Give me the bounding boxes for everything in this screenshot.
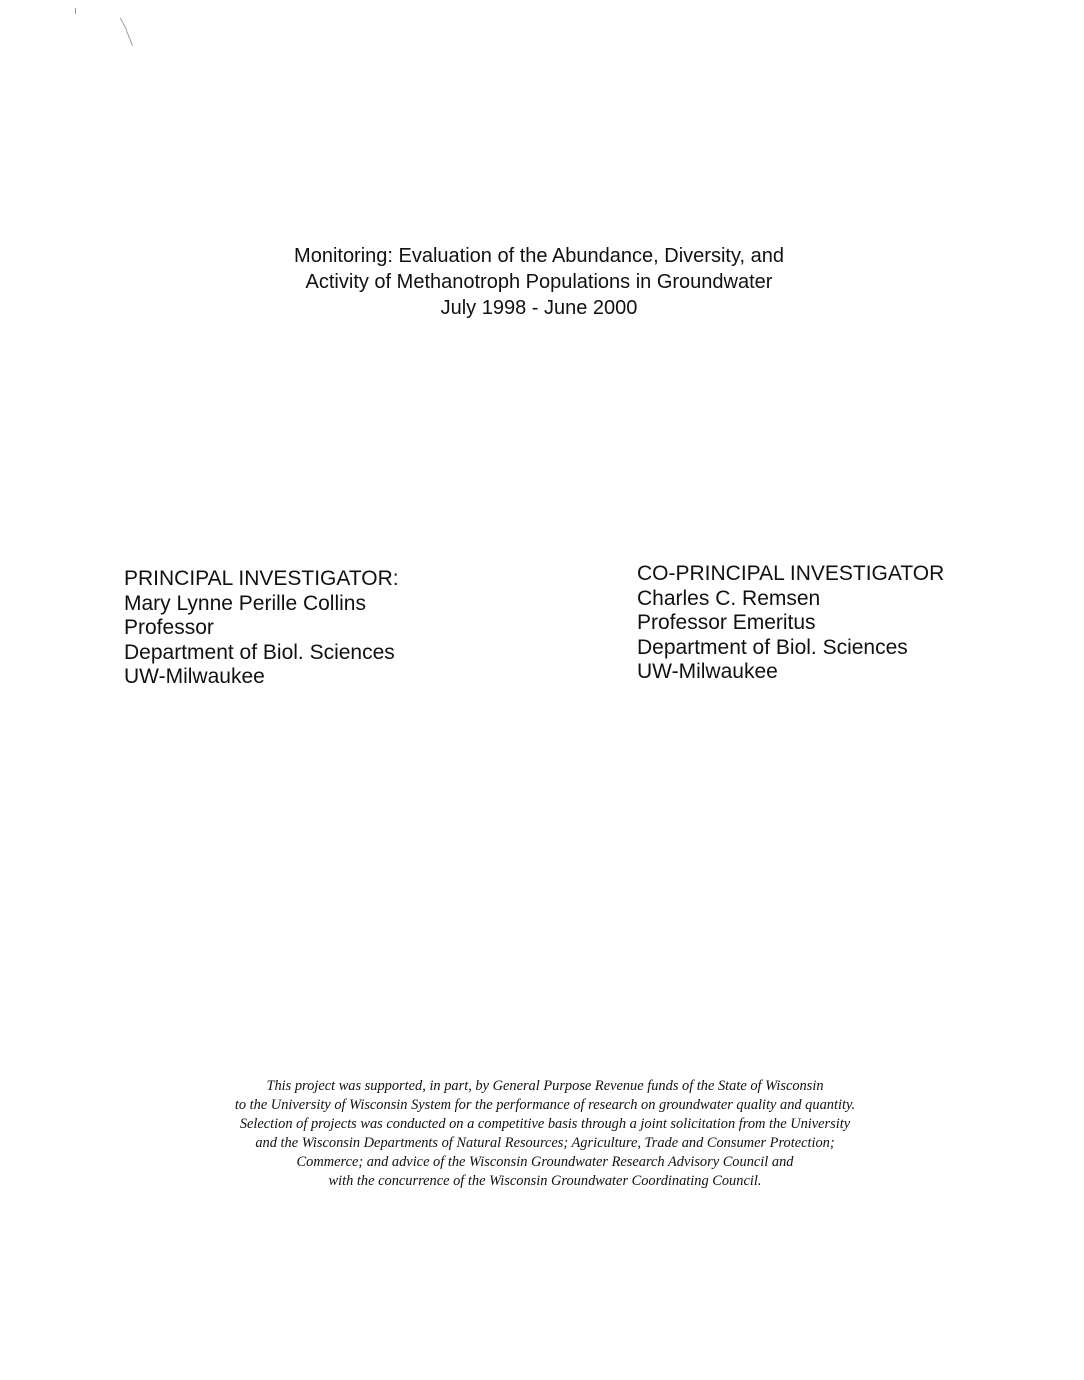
pi-institution: UW-Milwaukee	[124, 665, 265, 689]
scan-artifact	[126, 30, 133, 45]
funding-line: Commerce; and advice of the Wisconsin Groundwater Research Advisory Council and	[296, 1154, 794, 1170]
pi-name: Mary Lynne Perille Collins	[124, 591, 366, 615]
pi-position: Professor	[124, 616, 214, 640]
funding-line: This project was supported, in part, by General Purpose Revenue funds of the State of Wisconsin	[266, 1078, 824, 1094]
funding-line: and the Wisconsin Departments of Natural Resources; Agriculture, Trade and Consumer Protection;	[255, 1135, 835, 1151]
report-title	[0, 243, 1078, 321]
principal-investigator-block	[124, 567, 399, 690]
copi-name: Charles C. Remsen	[637, 586, 821, 610]
pi-department: Department of Biol. Sciences	[124, 640, 395, 664]
copi-heading: CO-PRINCIPAL INVESTIGATOR	[637, 562, 945, 585]
title-line: Monitoring: Evaluation of the Abundance, Diversity, and	[294, 245, 784, 267]
co-principal-investigator-block	[637, 562, 944, 685]
title-date-range: July 1998 - June 2000	[440, 297, 638, 319]
copi-institution: UW-Milwaukee	[637, 660, 778, 684]
funding-line: with the concurrence of the Wisconsin Groundwater Coordinating Council.	[328, 1173, 762, 1189]
copi-position: Professor Emeritus	[637, 611, 816, 635]
title-line: Activity of Methanotroph Populations in Groundwater	[305, 271, 773, 293]
pi-heading: PRINCIPAL INVESTIGATOR:	[124, 567, 399, 590]
scan-artifact	[120, 18, 127, 31]
funding-line: Selection of projects was conducted on a competitive basis through a joint solicitation from the University	[239, 1116, 851, 1132]
scan-artifact	[75, 8, 76, 14]
funding-line: to the University of Wisconsin System for the performance of research on groundwater quality and quantity.	[234, 1097, 856, 1113]
copi-department: Department of Biol. Sciences	[637, 635, 908, 659]
funding-acknowledgement	[180, 1077, 910, 1191]
